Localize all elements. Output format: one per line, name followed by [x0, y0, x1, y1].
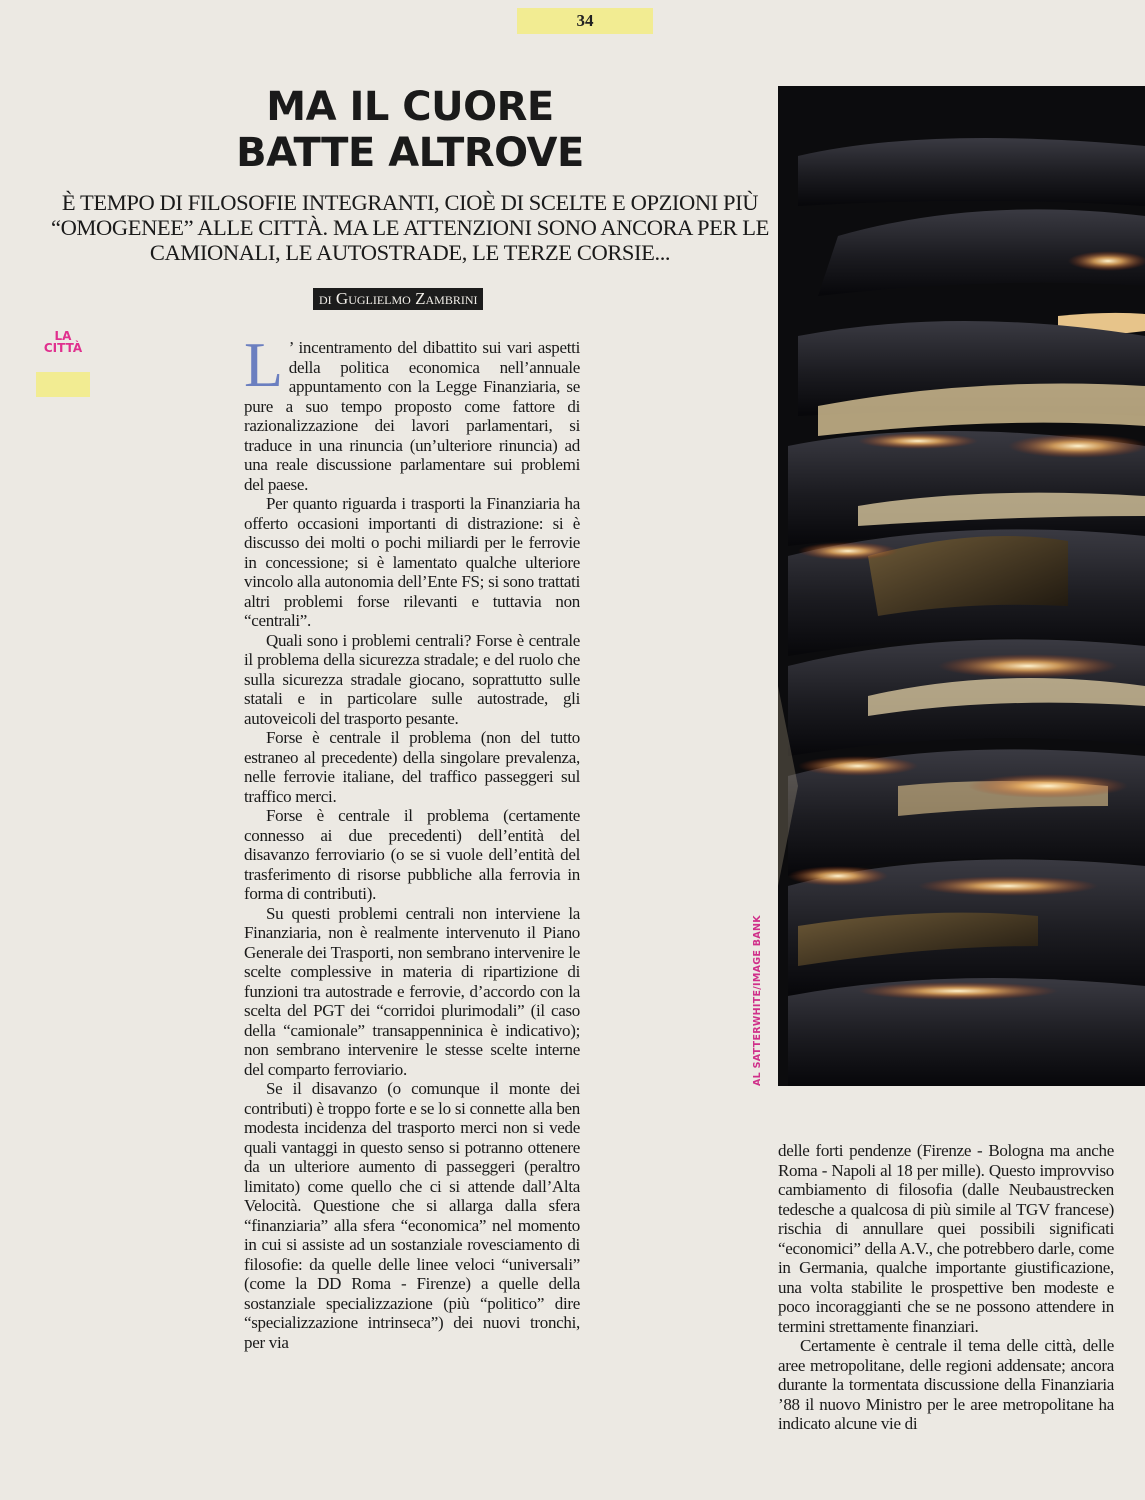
title-line-2: BATTE ALTROVE — [236, 130, 584, 176]
byline: di Guglielmo Zambrini — [313, 288, 483, 310]
car-lights-photo-graphic — [778, 86, 1145, 1086]
paragraph-8: delle forti pendenze (Firenze - Bologna ma anche Roma - Napoli al 18 per mille). Questo improvviso cambiamento di filosofia (dalle Neubaustrecken tedesche a qualcosa di più simile al TGV francese) rischia di annullare quei possibili significati “economici” della A.V., che potrebbero darle, come in Germania, qualche importante giustificazione, una volta stabilite le prospettive ben modeste e poco incoraggianti che se ne possono attendere in termini strettamente finanziari. — [778, 1141, 1114, 1336]
paragraph-2: Per quanto riguarda i trasporti la Finanziaria ha offerto occasioni importanti di distrazione: si è discusso dei molti o pochi miliardi per le ferrovie in concessione; si è lamentato qualche ulteriore vincolo alla autonomia dell’Ente FS; si sono trattati altri problemi forse rilevanti e tuttavia non “centrali”. — [244, 494, 580, 630]
section-highlight-box — [36, 372, 90, 397]
paragraph-9: Certamente è centrale il tema delle città, delle aree metropolitane, delle regioni addensate; ancora durante la tormentata discussione della Finanziaria ’88 il nuovo Ministro per le aree metropolitane ha indicato alcune vie di — [778, 1336, 1114, 1433]
section-tag-line-2: CITTÀ — [43, 341, 83, 355]
paragraph-5: Forse è centrale il problema (certamente connesso ai due precedenti) dell’entità del disavanzo ferroviario (o se si vuole dell’entità del trasferimento di risorse pubbliche alla ferrovia in forma di contributi). — [244, 806, 580, 903]
article-title — [180, 84, 640, 176]
paragraph-3: Quali sono i problemi centrali? Forse è centrale il problema della sicurezza stradale; e del ruolo che sulla sicurezza stradale giocano, soprattutto sulle statali e in particolare sulle autostrade, gli autoveicoli del trasporto pesante. — [244, 630, 580, 728]
article-subtitle: È TEMPO DI FILOSOFIE INTEGRANTI, CIOÈ DI SCELTE E OPZIONI PIÙ “OMOGENEE” ALLE CITTÀ. MA LE ATTENZIONI SONO ANCORA PER LE CAMIONALI, LE AUTOSTRADE, LE TERZE CORSIE... — [51, 190, 769, 265]
article-column-2 — [778, 1141, 1114, 1434]
paragraph-1 — [244, 329, 580, 494]
page-number: 34 — [517, 8, 653, 34]
photo-credit: AL SATTERWHITE/IMAGE BANK — [752, 915, 763, 1086]
section-tag — [36, 330, 90, 354]
title-line-1: MA IL CUORE — [266, 84, 554, 130]
article-column-1 — [244, 329, 580, 1352]
paragraph-1-text: ’ incentramento del dibattito sui vari aspetti della politica economica nell’annuale appuntamento con la Legge Finanziaria, se pure a suo tempo proposto come fattore di razionalizzazione dei lavori parlamentari, si traduce in una rinuncia (un’ulteriore rinuncia) ad una reale discussione parlamentare sui problemi del paese. — [244, 338, 580, 494]
paragraph-4: Forse è centrale il problema (non del tutto estraneo al precedente) della singolare prevalenza, nelle ferrovie italiane, del traffico passeggeri sul traffico merci. — [244, 728, 580, 806]
section-tag-line-1: LA — [54, 329, 72, 343]
paragraph-7: Se il disavanzo (o comunque il monte dei contributi) è troppo forte e se lo si connette alla ben modesta incidenza del trasporto merci non si vede quali vantaggi in questo senso si potranno ottenere da un ulteriore aumento di passeggeri (peraltro limitato) come quello che ci si attende dall’Alta Velocità. Questione che si allarga dalla sfera “finanziaria” alla sfera “economica” nel momento in cui si assiste ad un sostanziale rovesciamento di filosofie: da quelle delle linee veloci “universali” (come la DD Roma - Firenze) a quelle della sostanziale specializzazione (più “politico” dire “specializzazione intrinseca”) dei nuovi tronchi, per via — [244, 1079, 580, 1352]
paragraph-6: Su questi problemi centrali non interviene la Finanziaria, non è realmente intervenuto il Piano Generale dei Trasporti, non sembrano intervenire le scelte complessive in materia di ripartizione di funzioni tra autostrade e ferrovie, d’accordo con la scelta del PGT dei “corridoi plurimodali” (il caso della “camionale” transappenninica è indicativo); non sembrano intervenire le stesse scelte interne del comparto ferroviario. — [244, 903, 580, 1079]
article-photo — [778, 86, 1145, 1086]
drop-cap: L — [244, 329, 283, 400]
